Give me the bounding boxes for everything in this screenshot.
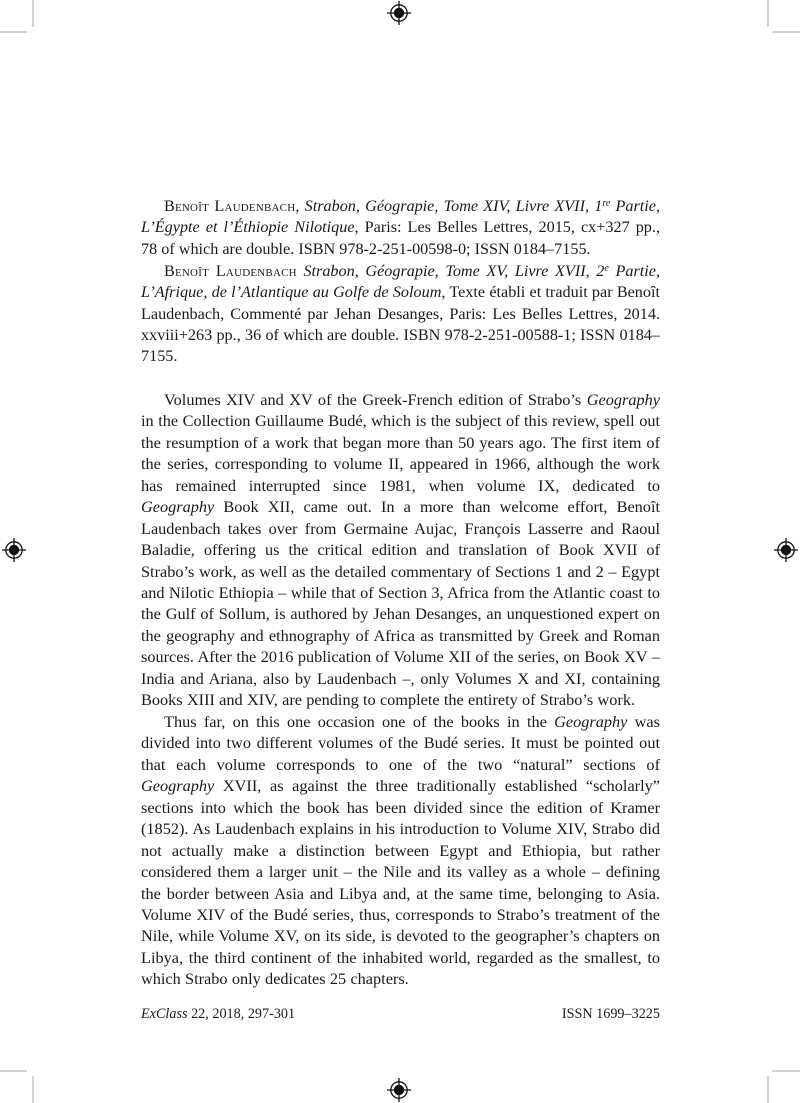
crop-mark-top-left-horizontal	[0, 31, 27, 33]
citation-1-title-part-2: Partie, L’Égypte et l’Éthiopie Nilotique	[141, 197, 661, 237]
registration-mark-right-icon	[774, 538, 798, 562]
footer-volume-year-pages: 22, 2018, 297-301	[187, 1006, 296, 1022]
crop-mark-top-left-vertical	[32, 0, 34, 27]
citation-1-title-part-1: Strabon, Géograpie, Tome XIV, Livre XVII, 1	[304, 197, 603, 215]
footer-journal-citation	[141, 1006, 295, 1023]
review-paragraph-1	[141, 389, 660, 711]
paragraph-1-segment-3: Book XII, came out. In a more than welcome effort, Benoît Laudenbach takes over from Germaine Aujac, François Lasserre and Raoul Baladie, offering us the critical edition and translation of Book XVII of Strabo’s work, as well as the detailed commentary of Sections 1 and 2 – Egypt and Nilotic Ethiopia – while that of Section 3, Africa from the Atlantic coast to the Gulf of Sollum, is authored by Jehan Desanges, an unquestioned expert on the geography and ethnography of Africa as transmitted by Greek and Roman sources. After the 2016 publication of Volume XII of the series, on Book XV – India and Ariana, also by Laudenbach –, only Volumes X and XI, containing Books XIII and XIV, are pending to complete the entirety of Strabo’s work.	[141, 497, 660, 710]
page-footer	[141, 1006, 660, 1023]
crop-mark-bottom-right-horizontal	[772, 1070, 800, 1072]
text-column	[141, 196, 660, 990]
paragraph-2-segment-3: XVII, as against the three traditionally established “scholarly” sections into which the book has been divided since the edition of Kramer (1852). As Laudenbach explains in his introduction to Volume XIV, Strabo did not actually make a distinction between Egypt and Ethiopia, but rather considered them a larger unit – the Nile and its valley as a whole – defining the border between Asia and Libya and, at the same time, belonging to Asia. Volume XIV of the Budé series, thus, corresponds to Strabo’s treatment of the Nile, while Volume XV, on its side, is devoted to the geographer’s chapters on Libya, the third continent of the inhabited world, regarded as the smallest, to which Strabo only dedicates 25 chapters.	[141, 776, 660, 989]
paragraph-1-segment-1: Volumes XIV and XV of the Greek-French edition of Strabo’s	[164, 389, 587, 409]
citation-2-title-part-2: Partie, L’Afrique, de l’Atlantique au Golfe de Soloum,	[141, 262, 660, 302]
citation-2-imprint: Texte établi et traduit par Benoît Laudenbach, Commenté par Jehan Desanges, Paris: Les Belles Lettres, 2014. xxviii+263 pp., 36 of which are double. ISBN 978-2-251-00588-1; ISSN 0184–7155.	[141, 283, 660, 366]
book-citation-1	[141, 196, 660, 260]
footer-issn: ISSN 1699–3225	[561, 1006, 660, 1022]
citation-2-author: Benoît Laudenbach	[164, 262, 297, 281]
paragraph-2-segment-2: was divided into two different volumes of the Budé series. It must be pointed out that each volume corresponds to one of the two “natural” sections of	[141, 711, 660, 774]
paragraph-2-italic-geography-2: Geography	[141, 776, 215, 796]
citation-1-title-ordinal: re	[602, 197, 611, 209]
citation-1-author-separator: ,	[295, 197, 305, 215]
crop-mark-bottom-left-horizontal	[0, 1070, 27, 1072]
review-paragraph-2	[141, 711, 660, 990]
citation-2-title-part-1: Strabon, Géograpie, Tome XV, Livre XVII, 2	[303, 262, 605, 281]
crop-mark-bottom-left-vertical	[32, 1076, 34, 1103]
footer-journal-name: ExClass	[141, 1006, 188, 1022]
paragraph-1-segment-2: in the Collection Guillaume Budé, which is the subject of this review, spell out the resumption of a work that began more than 50 years ago. The first item of the series, corresponding to volume II, appeared in 1966, although the work has remained interrupted since 1981, when volume IX, dedicated to	[141, 411, 660, 495]
registration-mark-top-icon	[387, 1, 411, 25]
book-citation-2	[141, 261, 660, 368]
paragraph-2-segment-1: Thus far, on this one occasion one of the books in the	[164, 711, 555, 731]
registration-mark-bottom-icon	[387, 1078, 411, 1102]
registration-mark-left-icon	[2, 538, 26, 562]
citation-2-title-ordinal: e	[604, 262, 609, 274]
citation-1-author: Benoît Laudenbach	[164, 197, 296, 215]
crop-mark-top-right-horizontal	[772, 31, 800, 33]
review-body	[141, 389, 660, 990]
citation-1-imprint: , Paris: Les Belles Lettres, 2015, cx+327 pp., 78 of which are double. ISBN 978-2-251-00598-0; ISSN 0184–7155.	[141, 218, 660, 258]
paragraph-1-italic-geography-2: Geography	[141, 497, 215, 517]
paragraph-1-italic-geography-1: Geography	[586, 389, 660, 409]
crop-mark-bottom-right-vertical	[767, 1076, 769, 1103]
crop-mark-top-right-vertical	[767, 0, 769, 27]
paragraph-2-italic-geography-1: Geography	[554, 711, 628, 731]
